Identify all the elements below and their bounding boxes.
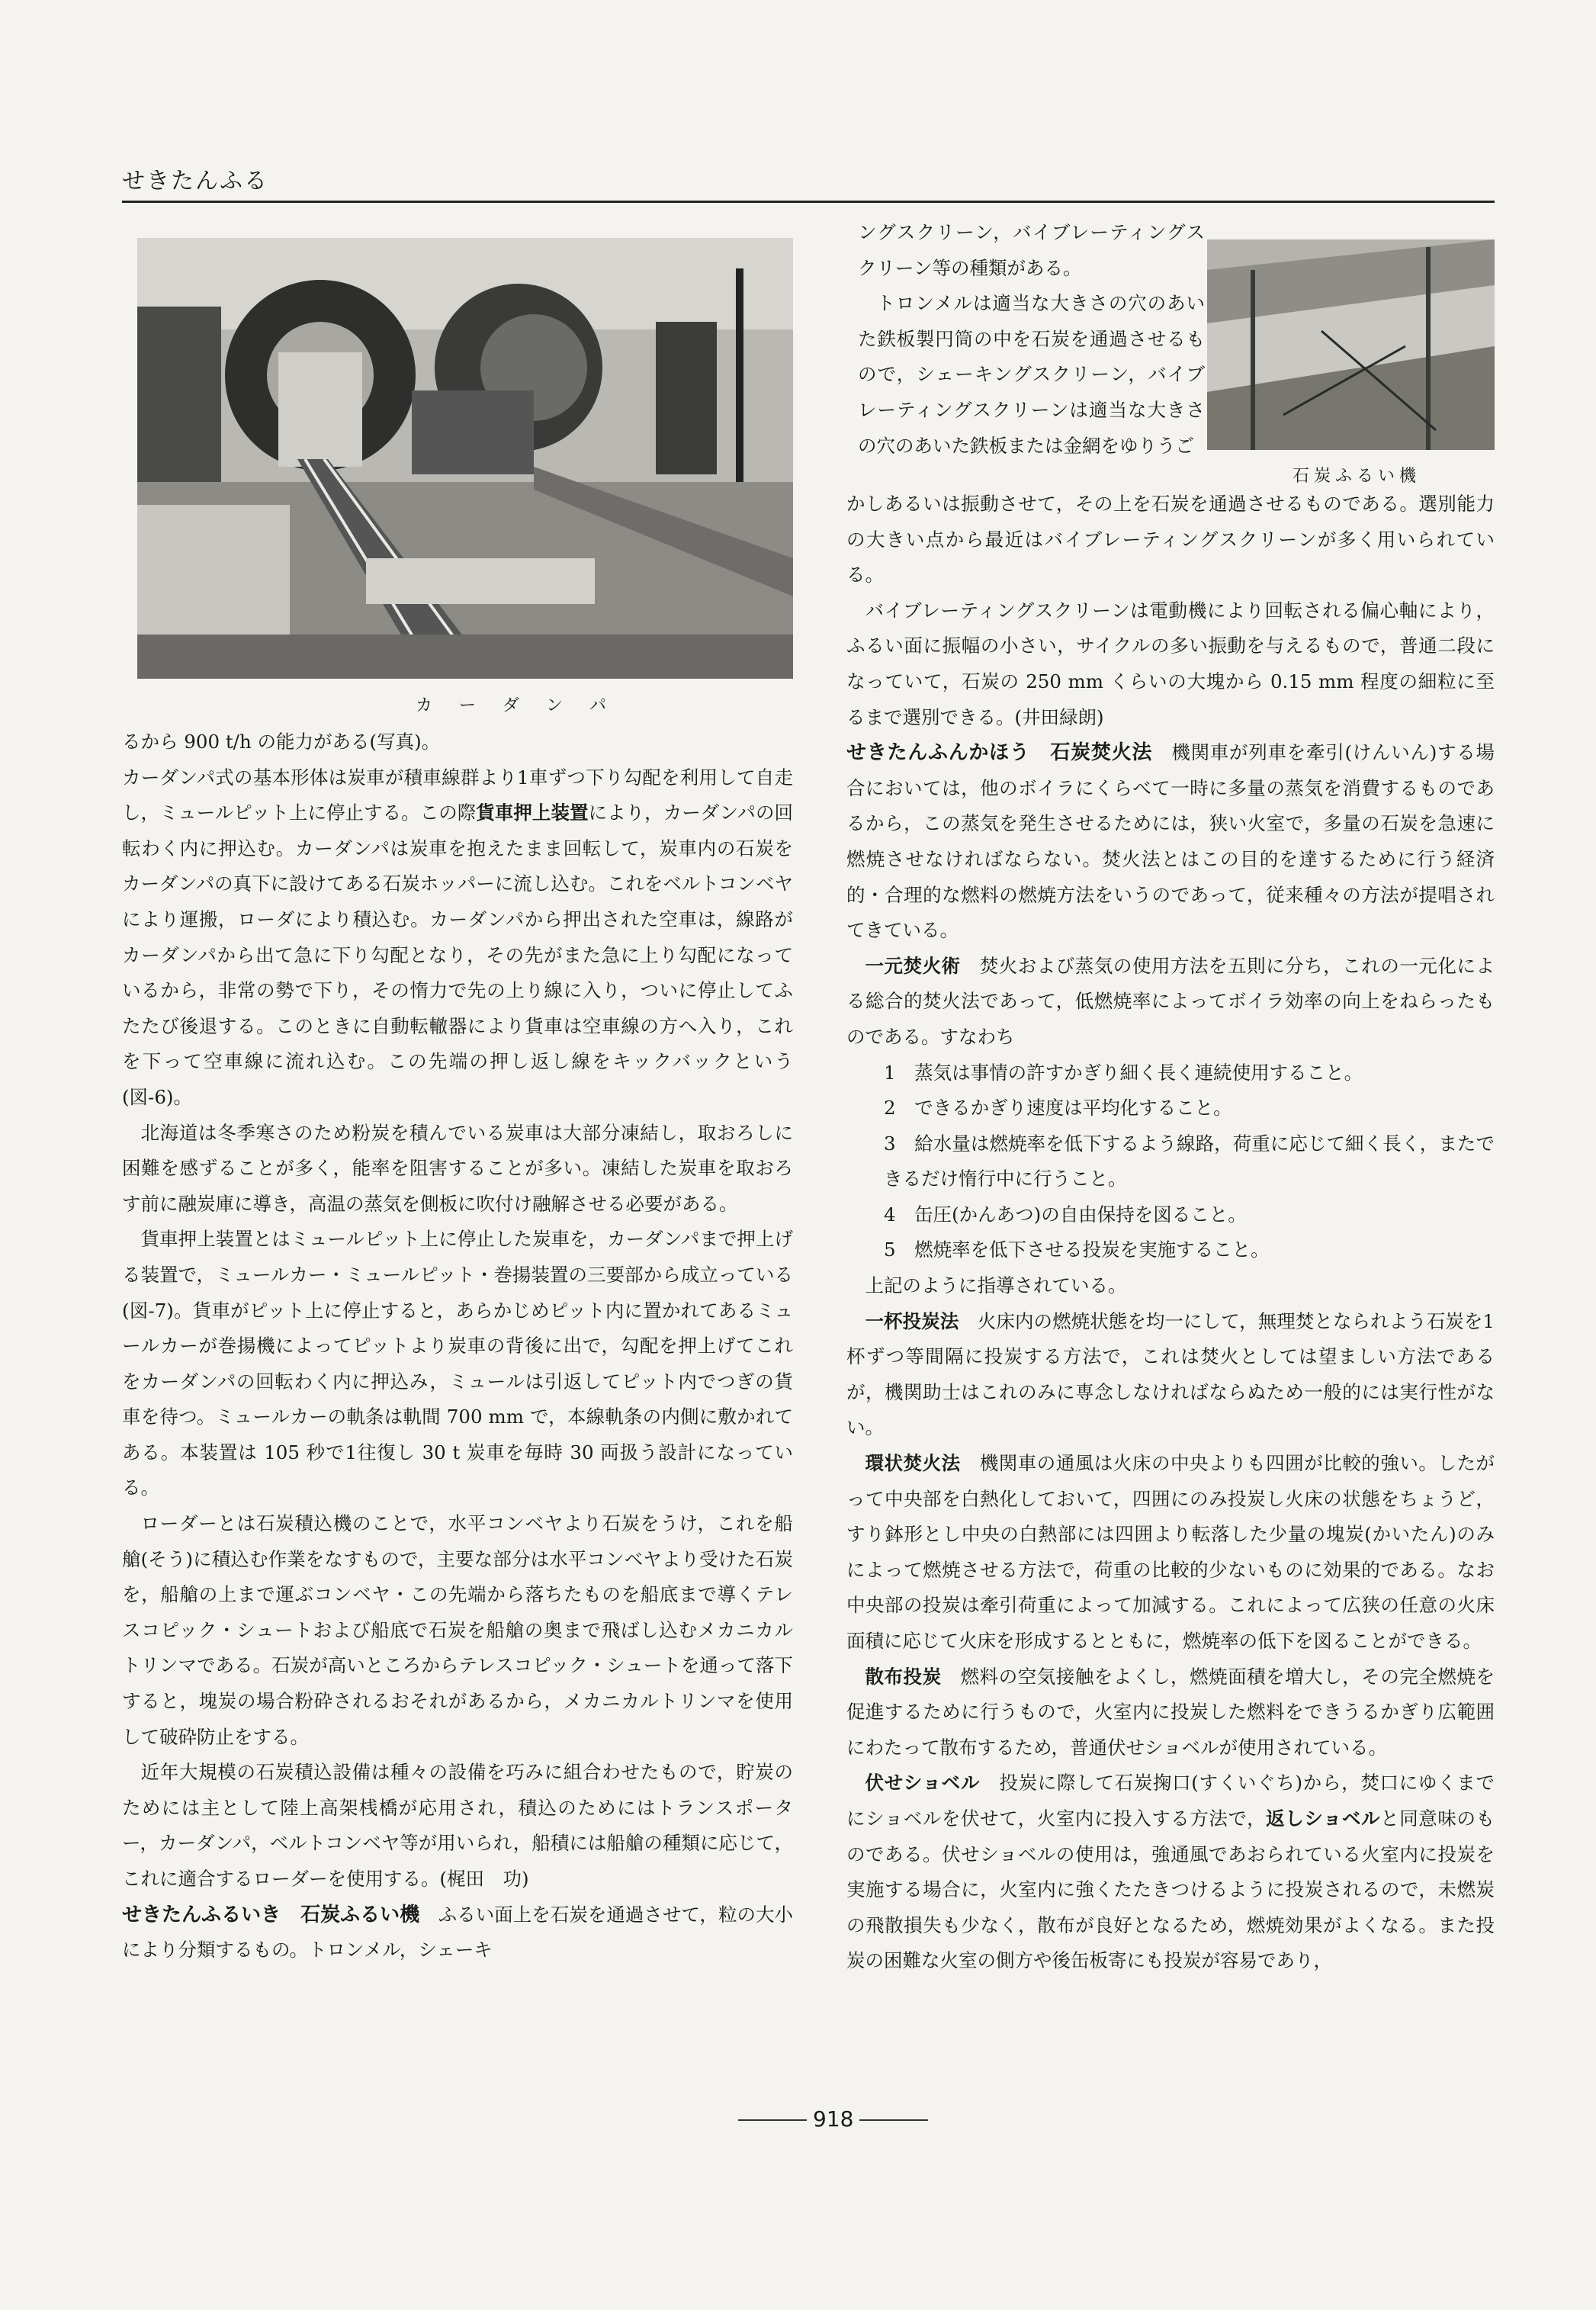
paragraph-text: 燃料の空気接触をよくし，燃焼面積を増大し，その完全燃焼を促進するために行うもので，火室内に投炭した燃料をできうるかぎり広範囲にわたって散布するため，普通伏せショベルが使用されている。 xyxy=(846,1665,1495,1759)
coal-screen-caption: 石炭ふるい機 xyxy=(1293,467,1421,486)
paragraph: 北海道は冬季寒さのため粉炭を積んでいる炭車は大部分凍結し，取おろしに困難を感ずることが多く，能率を阻害することが多い。凍結した炭車を取おろす前に融炭庫に導き，高温の蒸気を側板に吹付け融解させる必要がある。 xyxy=(122,1121,793,1215)
page-number-dash-right xyxy=(859,2119,928,2121)
paragraph xyxy=(846,949,1495,1055)
paragraph: るから 900 t/h の能力がある(写真)。 xyxy=(122,731,441,753)
coal-screen-illustration xyxy=(1207,239,1495,450)
car-dumper-caption: カ ー ダ ン パ xyxy=(416,696,617,715)
paragraph: 近年大規模の石炭積込設備は種々の設備を巧みに組合わせたもので，貯炭のためには主として陸上高架桟橋が応用され，積込のためにはトランスポーター，カーダンパ，ベルトコンベヤ等が用いられ，船積には船艙の種類に応じて，これに適合するローダーを使用する。(梶田 功) xyxy=(122,1761,793,1890)
list-item: 1 蒸気は事情の許すかぎり細く長く連続使用すること。 xyxy=(884,1061,1363,1084)
entry-text: 機関車が列車を牽引(けんいん)する場合においては，他のボイラにくらべて一時に多量の蒸気を消費するものであるから，この蒸気を発生させるためには，狭い火室で，多量の石炭を急速に燃焼させなければならない。焚火法とはこの目的を達するために行う経済的・合理的な燃料の燃焼方法をいうのであって，従来種々の方法が提唱されてきている。 xyxy=(846,741,1495,942)
paragraph: かしあるいは振動させて，その上を石炭を通過させるものである。選別能力の大きい点から最近はバイブレーティングスクリーンが多く用いられている。 xyxy=(846,493,1495,586)
paragraph-text: 投炭に際して石炭掬口(すくいぐち)から，焚口にゆくまでにショベルを伏せて，火室内に投入する方法で， xyxy=(846,1772,1495,1830)
paragraph: バイブレーティングスクリーンは電動機により回転される偏心軸により，ふるい面に振幅の小さい，サイクルの多い振動を与えるもので，普通二段になっていて，石炭の 250 mm くらいの大塊から 0.15 mm 程度の細粒に至るまで選別できる。(井田緑朗) xyxy=(846,599,1495,728)
bold-term: 返しショベル xyxy=(1266,1807,1381,1830)
paragraph: 貨車押上装置とはミュールピット上に停止した炭車を，カーダンパまで押上げる装置で，ミュールカー・ミュールピット・巻揚装置の三要部から成立っている(図-7)。貨車がピット上に停止すると，あらかじめピット内に置かれてあるミュールカーが巻揚機によってピットより炭車の背後に出で，勾配を押上げてこれをカーダンパの回転わく内に押込み，ミュールは引返してピット内でつぎの貨車を待つ。ミュールカーの軌条は軌間 700 mm で，本線軌条の内側に敷かれてある。本装置は 105 秒で1往復し 30 t 炭車を毎時 30 両扱う設計になっている。 xyxy=(122,1228,793,1499)
coal-screen-photo xyxy=(1207,239,1495,450)
paragraph-text: 焚火および蒸気の使用方法を五則に分ち，これの一元化による総合的焚火法であって，低燃焼率によってボイラ効率の向上をねらったものである。すなわち xyxy=(846,954,1495,1048)
bold-term: 貨車押上装置 xyxy=(476,802,589,824)
paragraph-text: により，カーダンパの回転わく内に押込む。カーダンパは炭車を抱えたまま回転して，炭車内の石炭をカーダンパの真下に設けてある石炭ホッパーに流し込む。これをベルトコンベヤにより運搬，ローダにより積込む。カーダンパから押出された空車は，線路がカーダンパから出て急に下り勾配となり，その先がまた急に上り勾配になっているから，非常の勢で下り，その惰力で先の上り線に入り，ついに停止してふたたび後退する。このときに自動転轍器により貨車は空車線の方へ入り，これを下って空車線に流れ込む。この先端の押し返し線をキックバックという(図-6)。 xyxy=(122,802,793,1108)
right-column xyxy=(846,487,1495,1979)
list-item: 5 燃焼率を低下させる投炭を実施すること。 xyxy=(884,1239,1270,1261)
list-item: 4 缶圧(かんあつ)の自由保持を図ること。 xyxy=(884,1203,1247,1226)
running-header: せきたんふる xyxy=(122,168,268,194)
left-column xyxy=(122,724,793,1968)
entry xyxy=(122,1897,793,1968)
entry-text: ふるい面上を石炭を通過させて，粒の大小により分類するもの。トロンメル，シェーキ xyxy=(122,1903,793,1961)
paragraph-text: 機関車の通風は火床の中央よりも四囲が比較的強い。したがって中央部を白熱化しておいて，四囲にのみ投炭し火床の状態をちょうど，すり鉢形とし中央の白熱部には四囲より転落した少量の塊炭(かいたん)のみによって燃焼させる方法で，荷重の比較的少ないものに効果的である。なお中央部の投炭は牽引荷重によって加減する。これによって広狭の任意の火床面積に応じて火床を形成するとともに，燃焼率の低下を図ることができる。 xyxy=(846,1452,1495,1652)
paragraph xyxy=(846,1446,1495,1659)
paragraph-text: 火床内の燃焼状態を均一にして，無理焚となられよう石炭を1杯ずつ等間隔に投炭する方法で，これは焚火としては望ましい方法であるが，機関助士はこれのみに専念しなければならぬため一般的には実行性がない。 xyxy=(846,1309,1495,1439)
paragraph xyxy=(846,1659,1495,1766)
car-dumper-illustration xyxy=(137,238,793,679)
paragraph-text: と同意味のものである。伏せショベルの使用は，強通風であおられている火室内に投炭を実施する場合に，火室内に強くたたきつけるように投炭されるので，未燃炭の飛散損失も少なく，散布が良好となるため，燃焼効果がよくなる。また投炭の困難な火室の側方や後缶板寄にも投炭が容易であり， xyxy=(846,1807,1495,1972)
entry-heading: せきたんふるいき 石炭ふるい機 xyxy=(122,1903,420,1926)
paragraph: トロンメルは適当な大きさの穴のあいた鉄板製円筒の中を石炭を通過させるもので，シェーキングスクリーン，バイブレーティングスクリーンは適当な大きさの穴のあいた鉄板または金網をゆりうご xyxy=(858,292,1205,457)
entry xyxy=(846,735,1495,949)
paragraph xyxy=(846,1765,1495,1979)
car-dumper-photo xyxy=(137,238,793,679)
subheading: 環状焚火法 xyxy=(865,1452,961,1475)
page-number xyxy=(732,2106,934,2132)
subheading: 一元焚火術 xyxy=(865,954,961,977)
page-number-value: 918 xyxy=(813,2106,854,2132)
paragraph xyxy=(846,1304,1495,1446)
paragraph: ローダーとは石炭積込機のことで，水平コンベヤより石炭をうけ，これを船艙(そう)に積込む作業をなすもので，主要な部分は水平コンベヤより受けた石炭を，船艙の上まで運ぶコンベヤ・この先端から落ちたものを船底まで導くテレスコピック・シュートおよび船底で石炭を船艙の奥まで飛ばし込むメカニカルトリンマである。石炭が高いところからテレスコピック・シュートを通って落下すると，塊炭の場合粉砕されるおそれがあるから，メカニカルトリンマを使用して破砕防止をする。 xyxy=(122,1512,793,1748)
paragraph: 上記のように指導されている。 xyxy=(865,1274,1127,1297)
paragraph-text: カーダンパ式の基本形体は炭車が積車線群より1車ずつ下り勾配を利用して自走し，ミュールピット上に停止する。この際 xyxy=(122,766,793,824)
page-number-dash-left xyxy=(738,2119,807,2121)
right-column-top xyxy=(858,215,1205,464)
list-item: 2 できるかぎり速度は平均化すること。 xyxy=(884,1097,1232,1120)
subheading: 散布投炭 xyxy=(865,1665,942,1688)
paragraph: ングスクリーン，バイブレーティングスクリーン等の種類がある。 xyxy=(858,221,1205,279)
paragraph xyxy=(122,760,793,1116)
entry-heading: せきたんふんかほう 石炭焚火法 xyxy=(846,741,1153,765)
subheading: 伏せショベル xyxy=(865,1772,981,1794)
subheading: 一杯投炭法 xyxy=(865,1309,959,1332)
list-item: 3 給水量は燃焼率を低下するよう線路，荷重に応じて細く長く，またできるだけ惰行中に行うこと。 xyxy=(884,1132,1495,1190)
header-rule xyxy=(122,201,1495,203)
